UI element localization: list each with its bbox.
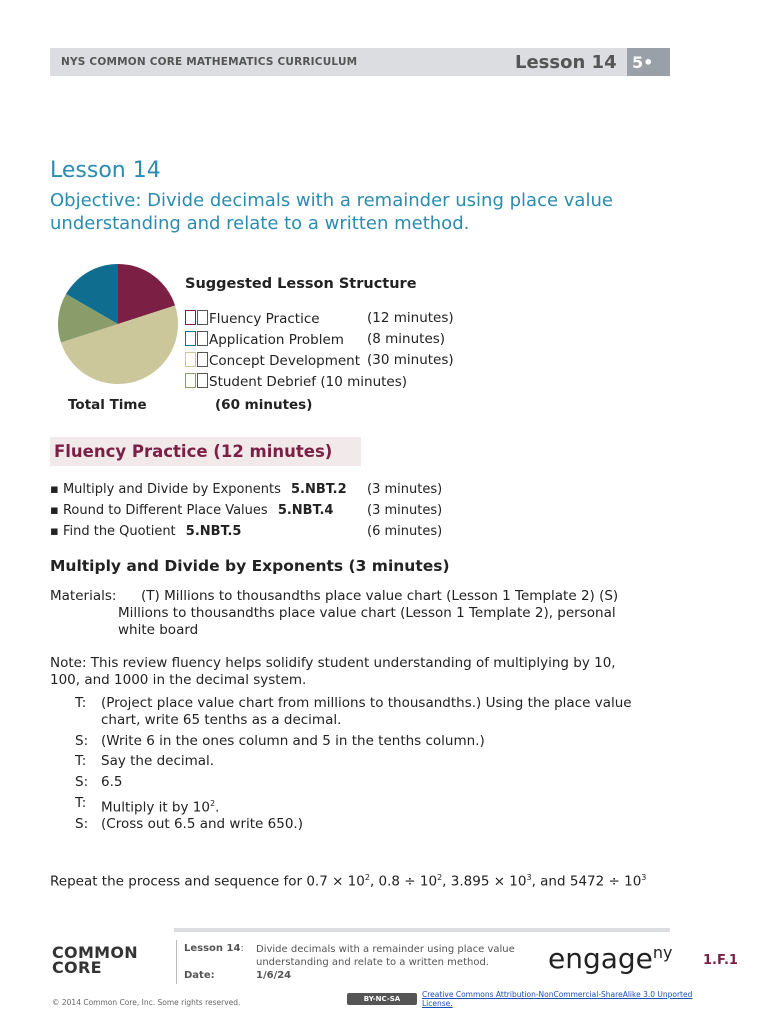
structure-item-time: (30 minutes) <box>367 352 454 368</box>
copyright: © 2014 Common Core, Inc. Some rights reserved. <box>52 998 241 1007</box>
footer-lesson-desc: understanding and relate to a written method. <box>256 957 489 968</box>
color-box-icon <box>185 310 196 325</box>
box-icon <box>197 331 208 346</box>
bullet-time: (3 minutes) <box>367 482 443 497</box>
dialogue-line: (Cross out 6.5 and write 650.) <box>101 816 303 832</box>
bullet-standard: 5.NBT.2 <box>291 482 347 497</box>
grade-badge: 5• <box>627 48 670 76</box>
cc-license-badge: BY-NC-SA <box>347 993 417 1005</box>
speaker-label: T: <box>75 695 87 711</box>
lesson-time-pie-chart <box>57 262 179 386</box>
structure-item-label: Fluency Practice <box>209 311 320 327</box>
box-icon <box>197 352 208 367</box>
bullet-text: Round to Different Place Values <box>62 503 268 518</box>
speaker-label: T: <box>75 795 87 811</box>
page-title: Lesson 14 <box>50 158 161 183</box>
engageny-logo: engage$^{ny}$ <box>548 942 673 975</box>
logo-line: COMMON <box>52 943 138 962</box>
fluency-bullet <box>50 482 347 497</box>
bullet-text: Multiply and Divide by Exponents <box>62 482 281 497</box>
curriculum-title: NYS COMMON CORE MATHEMATICS CURRICULUM <box>61 56 358 68</box>
bullet-standard: 5.NBT.4 <box>277 503 334 518</box>
footer-divider <box>174 928 670 932</box>
speaker-label: S: <box>75 816 89 832</box>
bullet-icon: ▪ <box>50 503 59 518</box>
bullet-time: (3 minutes) <box>367 503 443 518</box>
total-time-value: (60 minutes) <box>215 397 313 413</box>
bullet-text: Find the Quotient <box>62 524 176 539</box>
fluency-bullet <box>50 503 333 518</box>
materials-line: (T) Millions to thousandths place value chart (Lesson 1 Template 2) (S) <box>141 588 619 604</box>
speaker-label: S: <box>75 774 89 790</box>
structure-item <box>185 310 320 327</box>
footer-date-value: 1/6/24 <box>256 970 292 981</box>
dialogue-line: 6.5 <box>101 774 123 790</box>
logo-line: CORE <box>52 958 102 977</box>
structure-item-label: Application Problem <box>209 332 344 348</box>
fluency-bullet <box>50 524 241 539</box>
structure-item-time: (8 minutes) <box>367 331 446 347</box>
structure-item-time: (12 minutes) <box>367 310 454 326</box>
structure-item-label: Student Debrief <box>209 374 317 390</box>
license-link[interactable]: Creative Commons Attribution-NonCommercial-ShareAlike 3.0 Unported License. <box>422 990 693 1008</box>
common-core-logo <box>52 945 138 975</box>
structure-item <box>185 373 407 390</box>
color-box-icon <box>185 331 196 346</box>
dialogue-line: chart, write 65 tenths as a decimal. <box>101 712 342 728</box>
section-heading: Multiply and Divide by Exponents (3 minutes) <box>50 557 450 575</box>
footer-lesson-desc: Divide decimals with a remainder using place value <box>256 944 515 955</box>
structure-item-time: (10 minutes) <box>320 374 408 390</box>
footer-date-label: Date: <box>184 970 215 981</box>
note-line: Note: This review fluency helps solidify student understanding of multiplying by 10, <box>50 655 616 671</box>
color-box-icon <box>185 373 196 388</box>
box-icon <box>197 373 208 388</box>
structure-item-label: Concept Development <box>209 353 361 369</box>
dialogue-line: Multiply it by $10^2$. <box>101 799 220 816</box>
page-code: 1.F.1 <box>703 953 738 968</box>
total-time-label: Total Time <box>68 397 147 413</box>
dialogue-line: (Write 6 in the ones column and 5 in the tenths column.) <box>101 733 485 749</box>
speaker-label: S: <box>75 733 89 749</box>
structure-heading: Suggested Lesson Structure <box>185 276 417 292</box>
header-lesson: Lesson 14 <box>515 52 617 73</box>
materials-line: white board <box>118 622 199 638</box>
materials-label: Materials: <box>50 588 117 604</box>
bullet-icon: ▪ <box>50 482 59 497</box>
footer-lesson-label: Lesson 14: <box>184 943 244 954</box>
dialogue-line: Say the decimal. <box>101 753 215 769</box>
speaker-label: T: <box>75 753 87 769</box>
structure-item <box>185 331 344 348</box>
structure-item <box>185 352 360 369</box>
note-line: 100, and 1000 in the decimal system. <box>50 672 307 688</box>
objective: Objective: Divide decimals with a remainder using place value understanding and relate to a written method. <box>50 190 613 234</box>
bullet-icon: ▪ <box>50 524 59 539</box>
box-icon <box>197 310 208 325</box>
color-box-icon <box>185 352 196 367</box>
footer-vertical-divider <box>176 940 177 984</box>
dialogue-line: (Project place value chart from millions to thousandths.) Using the place value <box>101 695 632 711</box>
repeat-line: Repeat the process and sequence for $0.7 \times 10^2$, $0.8 \div 10^2$, $3.895 \times 10^3$, and $5472 \div 10^3$ <box>50 873 647 890</box>
materials-line: Millions to thousandths place value chart (Lesson 1 Template 2), personal <box>118 605 616 621</box>
bullet-standard: 5.NBT.5 <box>185 524 242 539</box>
fluency-heading: Fluency Practice (12 minutes) <box>50 437 361 466</box>
bullet-time: (6 minutes) <box>367 524 443 539</box>
